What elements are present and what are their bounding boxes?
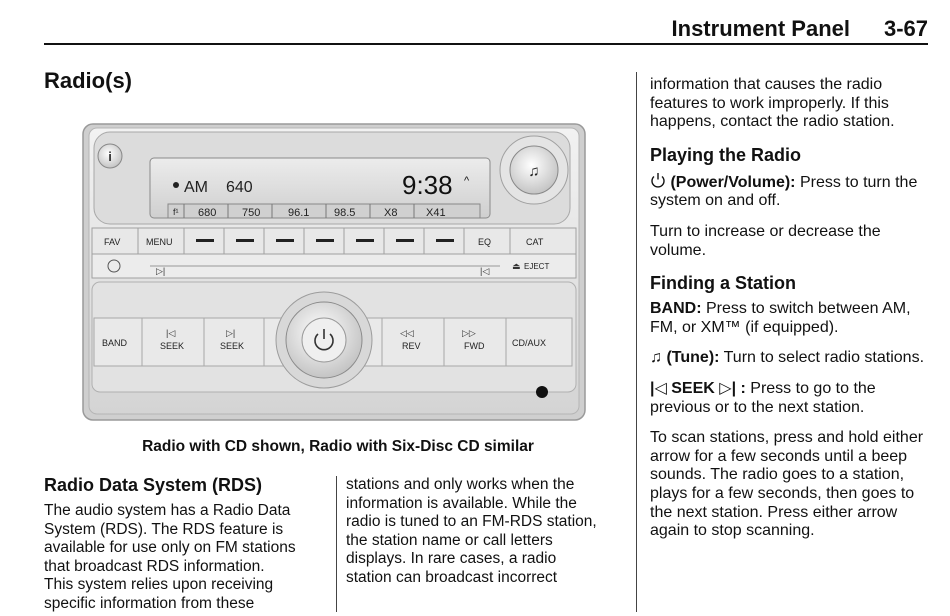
running-header-title: Instrument Panel xyxy=(671,16,850,41)
band-text: Press to switch between AM, FM, or XM™ (if equipped). xyxy=(650,300,911,336)
eq-button[interactable]: EQ xyxy=(478,237,492,247)
scan-text: To scan stations, press and hold either arrow for a few seconds until a beep sounds. The radio goes to a station, plays for a few seconds, then goes to the next station. Press either arrow again to stop scanning. xyxy=(650,429,924,540)
tune-label: (Tune): xyxy=(666,349,720,367)
seek-paragraph xyxy=(650,380,930,417)
display-time: 9:38 xyxy=(402,170,453,200)
preset-3: 96.1 xyxy=(288,207,310,219)
col2-line-5: displays. In rare cases, a radio xyxy=(346,550,557,567)
seek-colon: : xyxy=(740,379,746,397)
col1-line-4: that broadcast RDS information. xyxy=(44,557,265,575)
svg-text:^: ^ xyxy=(464,175,470,187)
aux-jack xyxy=(536,386,548,398)
rev-icon: ◁◁ xyxy=(400,328,414,338)
seek-back-icon: |◁ xyxy=(166,328,176,338)
figure-caption: Radio with CD shown, Radio with Six-Disc CD similar xyxy=(142,438,534,455)
col1-line-5: This system relies upon receiving xyxy=(44,576,274,593)
seek-back-glyph-icon: |◁ xyxy=(650,379,667,397)
rev-button[interactable]: REV xyxy=(402,341,421,351)
preset-6: X41 xyxy=(426,207,446,219)
header-rule xyxy=(44,43,928,45)
col2-line-4: the station name or call letters xyxy=(346,531,553,549)
col2-line-6: station can broadcast incorrect xyxy=(346,568,558,586)
rds-heading: Radio Data System (RDS) xyxy=(44,475,263,495)
preset-4: 98.5 xyxy=(334,207,356,219)
tune-text: Turn to select radio stations. xyxy=(723,349,925,367)
col1-line-1: The audio system has a Radio Data xyxy=(44,502,291,519)
band-button[interactable]: BAND xyxy=(102,338,128,348)
power-text: Press to turn the system on and off. xyxy=(650,173,918,210)
tune-icon: ♫ xyxy=(650,349,662,367)
menu-button[interactable]: MENU xyxy=(146,237,173,247)
fwd-icon: ▷▷ xyxy=(462,328,476,338)
volume-text: Turn to increase or decrease the volume. xyxy=(650,222,881,259)
display-presets xyxy=(168,204,480,219)
page-number: 3-67 xyxy=(883,16,928,41)
playing-heading: Playing the Radio xyxy=(650,144,802,165)
seek-fwd-glyph-icon: ▷| xyxy=(719,379,737,397)
radio-face-svg xyxy=(80,118,588,426)
column-2 xyxy=(346,476,630,587)
col2-line-1: stations and only works when the xyxy=(346,476,575,493)
preset-1: 680 xyxy=(198,207,217,219)
seek-fwd-icon: ▷| xyxy=(226,328,236,338)
col2-line-3: radio is tuned to an FM-RDS station, xyxy=(346,513,597,530)
finding-heading: Finding a Station xyxy=(650,273,796,294)
svg-text:▷|: ▷| xyxy=(156,266,166,276)
column-3 xyxy=(650,76,930,541)
band-label: BAND: xyxy=(650,300,702,318)
power-paragraph xyxy=(650,172,930,211)
seek-back-button[interactable]: SEEK xyxy=(160,341,185,351)
col3-intro-3: happens, contact the radio station. xyxy=(650,113,895,131)
radio-illustration xyxy=(80,118,588,426)
seek-fwd-button[interactable]: SEEK xyxy=(220,341,245,351)
band-paragraph xyxy=(650,300,930,337)
column-rule-2 xyxy=(636,72,637,612)
column-1 xyxy=(44,474,328,613)
col1-line-3: available for use only on FM stations xyxy=(44,539,296,556)
tune-knob-icon[interactable]: ♫ xyxy=(528,163,540,180)
col1-line-6: specific information from these xyxy=(44,594,255,612)
tune-paragraph xyxy=(650,349,930,368)
display-band: AM xyxy=(184,179,208,196)
col3-intro-1: information that causes the radio xyxy=(650,76,883,93)
power-label: (Power/Volume): xyxy=(670,173,796,191)
power-icon xyxy=(650,172,666,188)
fav-button[interactable]: FAV xyxy=(104,237,121,247)
section-title: Radio(s) xyxy=(44,68,132,93)
column-rule-1 xyxy=(336,476,337,612)
fwd-button[interactable]: FWD xyxy=(464,341,485,351)
info-icon[interactable]: i xyxy=(108,149,112,164)
eject-icon: ⏏ xyxy=(512,261,521,271)
cd-aux-button[interactable]: CD/AUX xyxy=(512,338,547,348)
col3-intro-2: features to work improperly. If this xyxy=(650,94,889,112)
svg-text:|◁: |◁ xyxy=(480,266,490,276)
col2-line-2: information is available. While the xyxy=(346,494,577,512)
svg-text:f¹: f¹ xyxy=(173,207,179,217)
seek-text: Press to go to the previous or to the next station. xyxy=(650,379,876,416)
preset-5: X8 xyxy=(384,207,398,219)
col1-line-2: System (RDS). The RDS feature is xyxy=(44,520,284,538)
display-frequency: 640 xyxy=(226,179,253,196)
eject-button[interactable]: EJECT xyxy=(524,262,550,271)
preset-2: 750 xyxy=(242,207,261,219)
seek-label: SEEK xyxy=(671,379,715,397)
cat-button[interactable]: CAT xyxy=(526,237,544,247)
